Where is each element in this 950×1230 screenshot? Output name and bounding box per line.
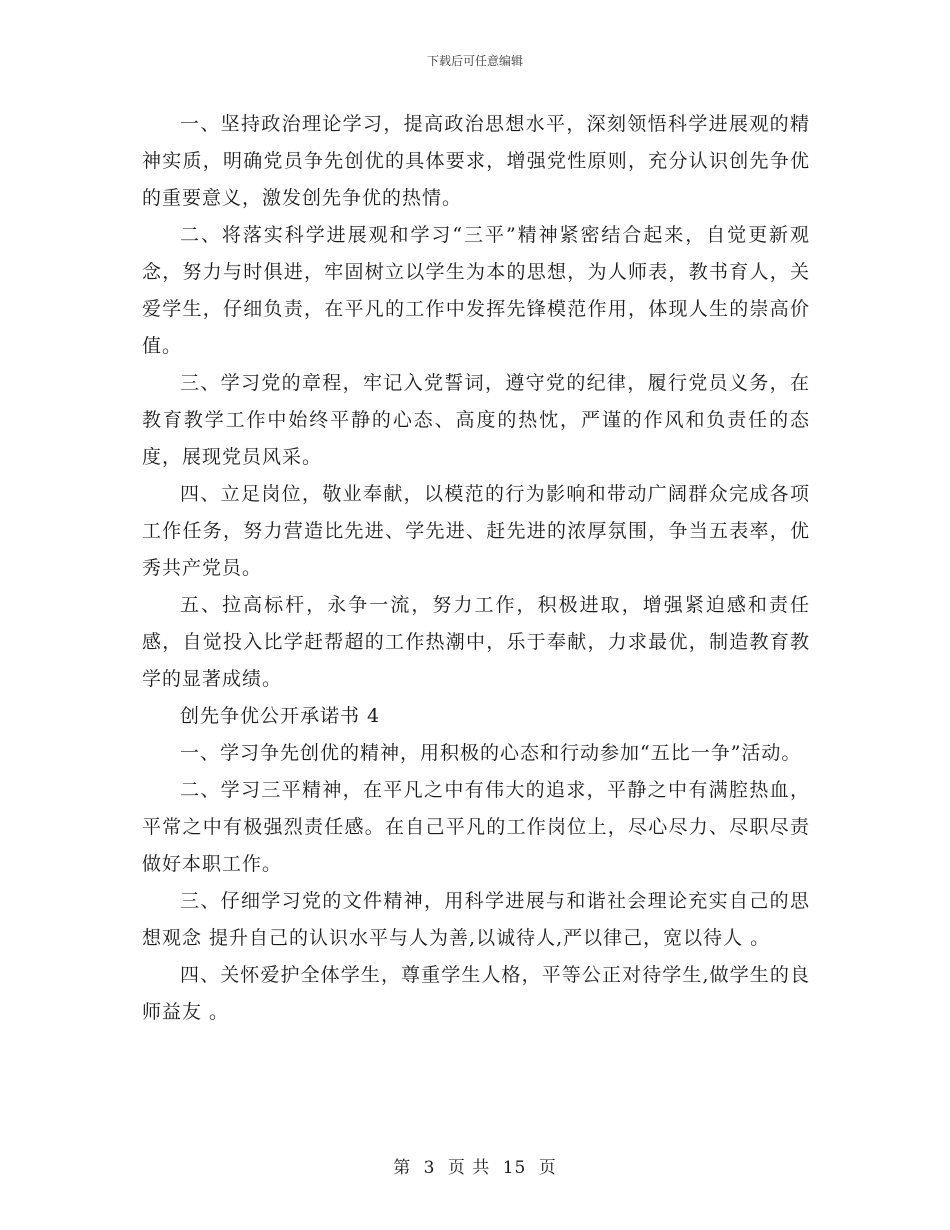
total-pages-number: 15 bbox=[502, 1158, 527, 1178]
page-footer bbox=[0, 1153, 950, 1178]
footer-middle: 页 共 bbox=[447, 1158, 491, 1178]
paragraph-8: 三、仔细学习党的文件精神，用科学进展与和谐社会理论充实自己的思想观念 提升自己的认识水平与人为善,以诚待人,严以律己，宽以待人 。 bbox=[142, 890, 810, 949]
footer-suffix: 页 bbox=[538, 1158, 557, 1178]
footer-prefix: 第 bbox=[393, 1158, 412, 1178]
paragraph-6: 一、学习争先创优的精神，用积极的心态和行动参加“五比一争”活动。 bbox=[180, 742, 802, 764]
paragraph-3: 三、学习党的章程，牢记入党誓词，遵守党的纪律，履行党员义务，在教育教学工作中始终平静的心态、高度的热忱，严谨的作风和负责任的态度，展现党员风采。 bbox=[142, 372, 810, 468]
section-title: 创先争优公开承诺书 4 bbox=[180, 705, 381, 727]
paragraph-9: 四、关怀爱护全体学生，尊重学生人格，平等公正对待学生,做学生的良师益友 。 bbox=[142, 964, 810, 1023]
current-page-number: 3 bbox=[423, 1158, 436, 1178]
page-header: 下载后可任意编辑 bbox=[426, 54, 523, 68]
paragraph-4: 四、立足岗位，敬业奉献，以模范的行为影响和带动广阔群众完成各项工作任务，努力营造比先进、学先进、赶先进的浓厚氛围，争当五表率，优秀共产党员。 bbox=[142, 483, 810, 579]
paragraph-2: 二、将落实科学进展观和学习“三平”精神紧密结合起来，自觉更新观念，努力与时俱进，牢固树立以学生为本的思想，为人师表，教书育人，关爱学生，仔细负责，在平凡的工作中发挥先锋模范作用，体现人生的崇高价值。 bbox=[142, 224, 810, 357]
document-body bbox=[142, 106, 810, 1031]
paragraph-1: 一、坚持政治理论学习，提高政治思想水平，深刻领悟科学进展观的精神实质，明确党员争先创优的具体要求，增强党性原则，充分认识创先争优的重要意义，激发创先争优的热情。 bbox=[142, 113, 810, 209]
paragraph-7: 二、学习三平精神，在平凡之中有伟大的追求，平静之中有满腔热血，平常之中有极强烈责任感。在自己平凡的工作岗位上，尽心尽力、尽职尽责做好本职工作。 bbox=[142, 779, 810, 875]
paragraph-5: 五、拉高标杆，永争一流，努力工作，积极进取，增强紧迫感和责任感，自觉投入比学赶帮超的工作热潮中，乐于奉献，力求最优，制造教育教学的显著成绩。 bbox=[142, 594, 810, 690]
